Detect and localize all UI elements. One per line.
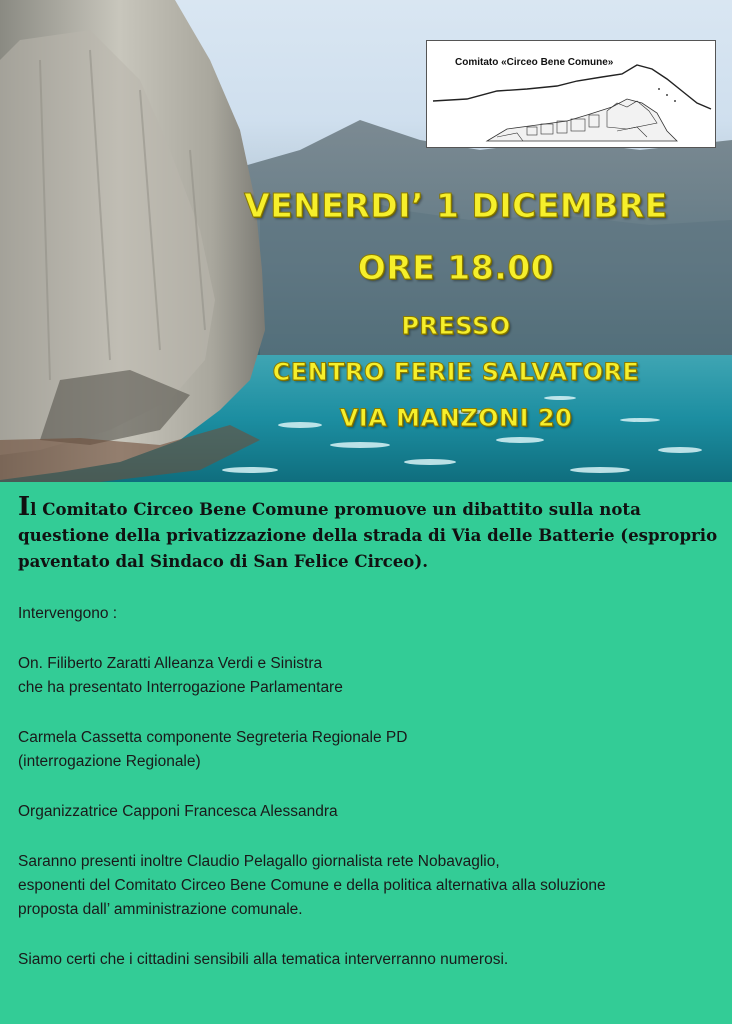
speaker-cassetta-name: Carmela Cassetta componente Segreteria Regionale PD — [18, 729, 408, 746]
attendees-note — [18, 850, 724, 922]
speaker-cassetta-note: (interrogazione Regionale) — [18, 753, 201, 770]
intro-text: l Comitato Circeo Bene Comune promuove un dibattito sulla nota questione della privatizzazione della strada di Via delle Batterie (esproprio paventato dal Sindaco di San Felice Circeo). — [18, 499, 718, 571]
speakers-heading: Intervengono : — [18, 605, 118, 622]
speaker-zaratti — [18, 652, 724, 700]
event-date: VENERDI’ 1 DICEMBRE — [244, 186, 668, 225]
speaker-zaratti-note: che ha presentato Interrogazione Parlamentare — [18, 679, 343, 696]
speaker-cassetta — [18, 726, 724, 774]
event-time: ORE 18.00 — [357, 248, 555, 287]
attendees-line-2: esponenti del Comitato Circeo Bene Comune e della politica alternativa alla soluzione — [18, 877, 606, 894]
mountain-village-sketch-icon — [427, 41, 717, 149]
closing-line: Siamo certi che i cittadini sensibili alla tematica interverranno numerosi. — [18, 951, 509, 968]
organizer: Organizzatrice Capponi Francesca Alessandra — [18, 803, 338, 820]
attendees-line-3: proposta dall’ amministrazione comunale. — [18, 901, 303, 918]
event-address: VIA MANZONI 20 — [339, 404, 573, 432]
intro-paragraph — [18, 492, 718, 574]
speaker-zaratti-name: On. Filiberto Zaratti Alleanza Verdi e Sinistra — [18, 655, 323, 672]
event-presso-label: PRESSO — [401, 312, 511, 340]
attendees-line-1: Saranno presenti inoltre Claudio Pelagallo giornalista rete Nobavaglio, — [18, 853, 500, 870]
info-panel — [0, 482, 732, 1024]
event-venue: CENTRO FERIE SALVATORE — [272, 358, 640, 386]
logo-title: Comitato «Circeo Bene Comune» — [455, 57, 614, 68]
committee-logo — [426, 40, 716, 148]
intro-dropcap: I — [18, 492, 31, 522]
coastal-cliff-photo — [0, 0, 732, 482]
